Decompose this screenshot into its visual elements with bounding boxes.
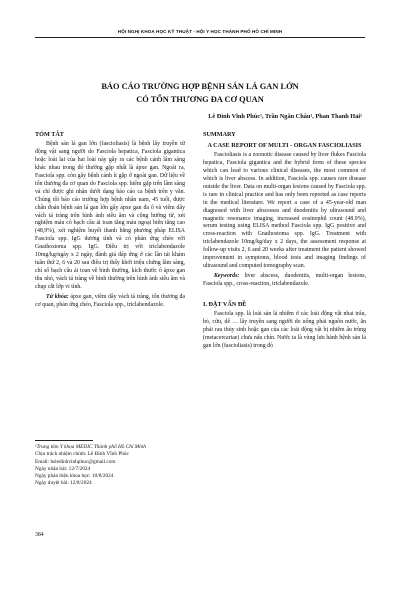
title-line-2: CÓ TỔN THƯƠNG ĐA CƠ QUAN <box>136 95 264 104</box>
summary-keywords-text: liver abscess, duodenitis, multi-organ lesions, Fasciola spp., cross-reaction, triclabendazole. <box>203 273 366 288</box>
summary-keywords <box>203 273 366 289</box>
running-head: HỘI NGHỊ KHOA HỌC KỸ THUẬT - HỘI Y HỌC THÀNH PHỐ HỒ CHÍ MINH <box>117 29 283 34</box>
summary-body: Fascioliasis is a zoonotic disease caused by liver flukes Fasciola hepatica, Fasciola gigantica and the hybrid form of these species which can lead to various clinical diseases, the most common of which is liver abscess. In addition, Fasciola spp. causes rare disease outside the liver. Data on multi-organ lesions caused by Fasciola spp. is rare in clinical practice and has only been reported as case reports in the medical literature. We report a case of a 45-year-old man diagnosed with liver abscesses and duodenitis by ultrasound and magnetic resonance imaging, increased eosinophil count (48.9%), serum testing using ELISA method Fasciola spp. IgG positive and cross-reaction with Gnathostoma spp. IgG. Treatment with triclabendazole 10mg/kg/day x 2 days, the assessment response at follow-up visits 2, 6 and 20 weeks after treatment the patient showed improvement in symptoms, blood tests and imaging findings of ultrasound and computed tomography scan. <box>203 151 366 270</box>
section1-heading: I. ĐẶT VẤN ĐỀ <box>203 301 247 309</box>
abstract-vi-keywords <box>35 294 185 310</box>
footnote-reviewed: Ngày phản biện khoa học: 10/8/2024 <box>35 473 114 480</box>
summary-keywords-label: Keywords: <box>214 273 240 280</box>
footnote-received: Ngày nhận bài: 12/7/2024 <box>35 465 91 472</box>
abstract-vi-heading: TÓM TẮT <box>35 131 64 138</box>
footnote-corresponding: Chịu trách nhiệm chính: Lê Đình Vĩnh Phúc <box>35 451 129 458</box>
footnote-affiliation: ¹Trung tâm Y khoa MEDIC Thành phố Hồ Chí Minh <box>35 444 146 450</box>
section1-body: Fasciola spp. là loài sán lá nhiễm ở các loài động vật nhai trâu, bò, cừu, dê … lây truyền sang người do uống phải nguồn nước, ăn phải rau thủy sinh hoặc gan của các loài động vật bị nhiễm ấu trùng (metacercariae) chưa nấu chín. Nước ta là vùng lưu hành bệnh sán lá gan lớn (fascioliasis) trong đó <box>203 311 366 349</box>
title-line-1: BÁO CÁO TRƯỜNG HỢP BỆNH SÁN LÁ GAN LỚN <box>101 82 299 91</box>
right-column <box>203 128 366 351</box>
footnote-rule <box>35 440 93 441</box>
abstract-vi-body: Bệnh sán lá gan lớn (fascioliasis) là bệnh lây truyền từ động vật sang người do Fasciola hepatica, Fasciola gigantica hoặc loài lai của hai loài này gây ra các bệnh cảnh lâm sàng khác nhau trong đó thường gặp nhất là ápxe gan. Ngoài ra, Fasciola spp. còn gây bệnh cảnh ít gặp ở ngoài gan. Dữ liệu về tổn thương đa cơ quan do Fasciola spp. hiếm gặp trên lâm sàng và chỉ được ghi nhận dưới dạng báo cáo ca bệnh trên y văn. Chúng tôi báo cáo trường hợp bệnh nhân nam, 45 tuổi, được chẩn đoán bệnh sán lá gan lớn gây ápxe gan đa ổ và viêm dây vách tá tràng trên hình ảnh siêu âm và cộng hưởng từ, xét nghiệm máu có bạch cầu ái toan tăng máu ngoại biên tăng cao (48,9%), xét nghiệm huyết thanh bằng phương pháp ELISA Fasciola spp. IgG dương tính và có phản ứng chéo với Gnathostoma spp. IgG. Điều trị với triclabendazole 10mg/kg/ngày x 2 ngày, đánh giá đáp ứng ở các lần tái khám tuần thứ 2, 6 và 20 sau điều trị thấy khởi triệu chứng lâm sàng, chỉ số bạch cầu ái toan về bình thường, kích thước ổ ápxe gan thu nhỏ, vách tá tràng về bình thường trên hình ảnh siêu âm và chụp cắt lớp vi tính. <box>35 140 185 291</box>
footnote-email: Email: bsledinhvinhphuc@gmail.com <box>35 458 116 465</box>
summary-heading: SUMMARY <box>203 131 236 138</box>
header-rule <box>35 37 365 38</box>
left-column <box>35 128 185 310</box>
abstract-vi-keywords-label: Từ khóa: <box>46 294 69 301</box>
footnotes <box>35 440 185 488</box>
section-gap <box>203 289 366 298</box>
page-number: 384 <box>35 532 44 538</box>
abstract-vi-keywords-text: ápxe gan, viêm dây vách tá tràng, tổn thương đa cơ quan, phản ứng chéo, Fasciola spp., triclabendazole. <box>35 294 186 309</box>
author-list: Lê Đình Vĩnh Phúc¹, Trần Ngân Châu¹, Phan Thanh Hải¹ <box>208 113 362 120</box>
article-title <box>40 80 360 106</box>
summary-title: A CASE REPORT OF MULTI - ORGAN FASCIOLIASIS <box>207 141 362 149</box>
footnote-accepted: Ngày duyệt bài: 12/8/2024 <box>35 480 92 487</box>
